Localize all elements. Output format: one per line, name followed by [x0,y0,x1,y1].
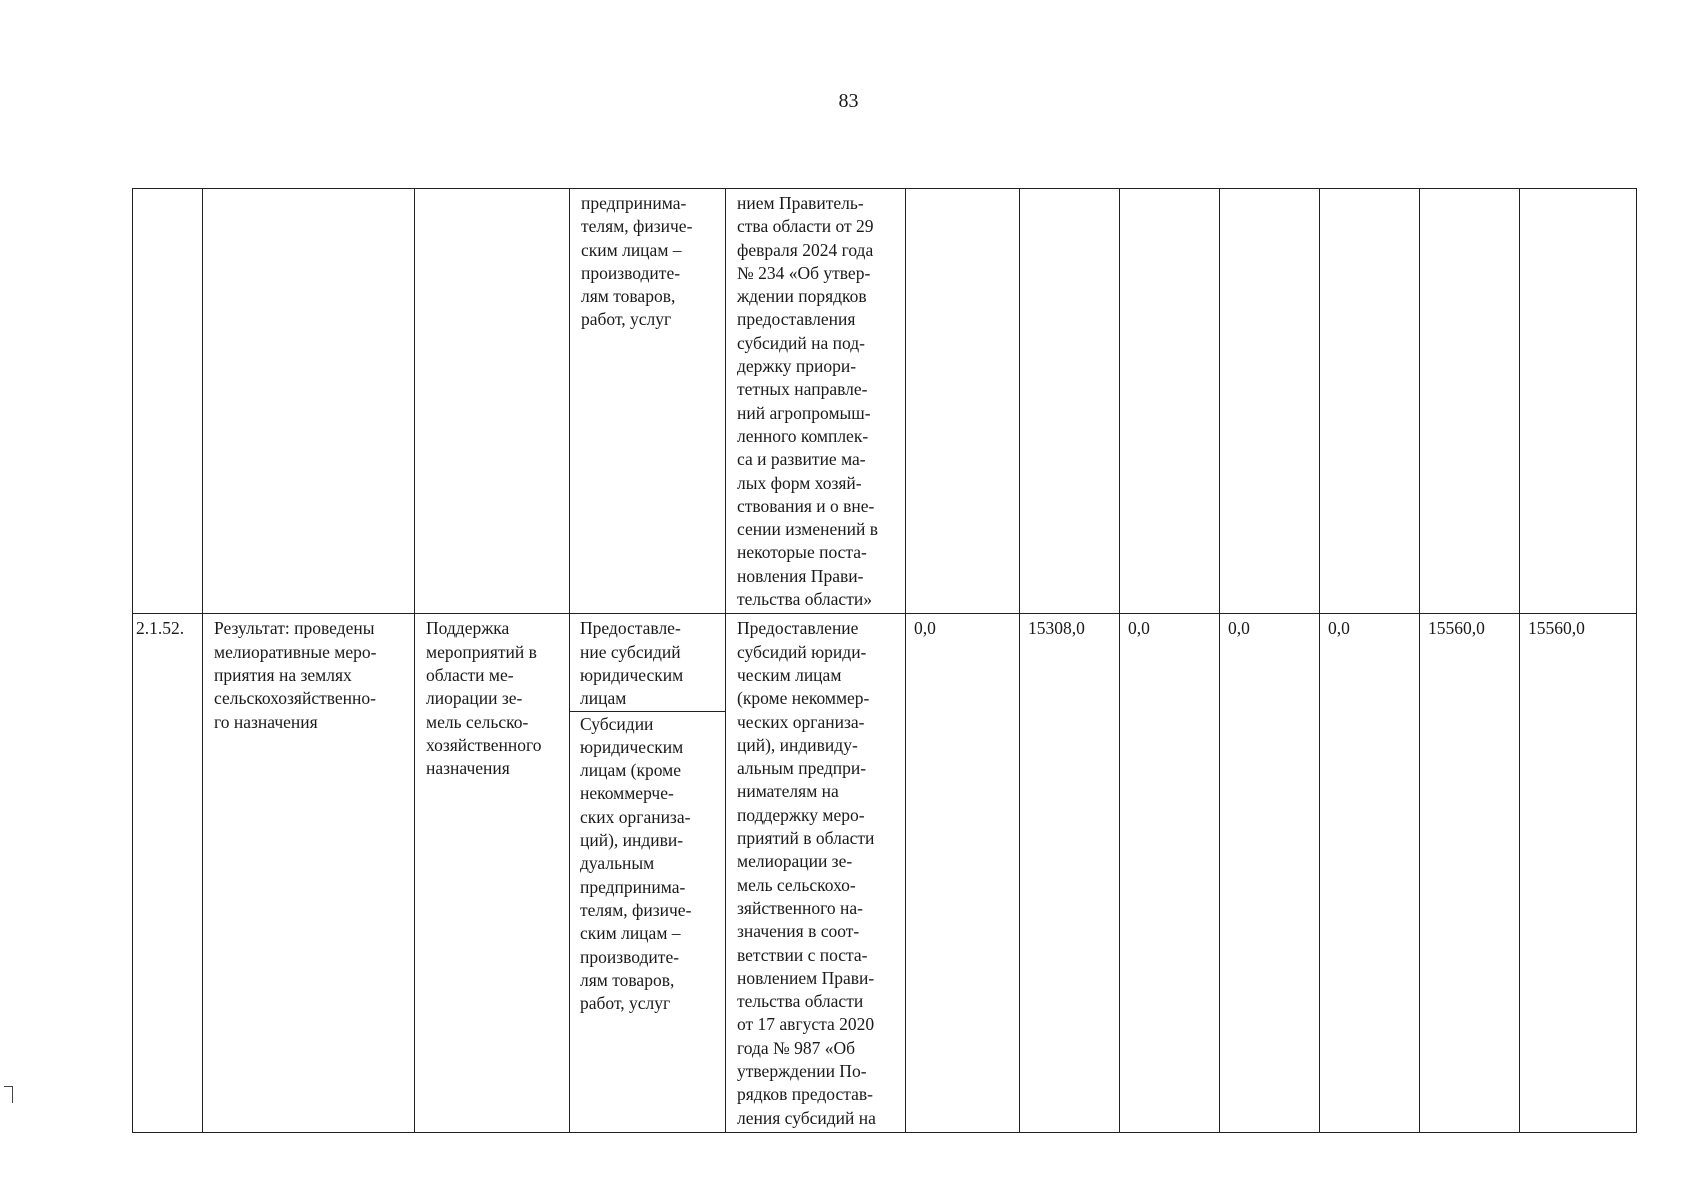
text-line: тетных направле- [737,379,868,400]
text-line: ствования и о вне- [737,495,875,516]
text-line: ций), индивиду- [737,734,858,755]
cell-activity [415,614,570,1133]
text-line: держку приори- [737,356,857,377]
text-line: телям, физиче- [581,216,693,237]
text-line: ние субсидий [580,641,681,662]
text-line: го назначения [214,711,318,732]
text-line: производите- [581,262,681,283]
text-line: предоставления [737,309,856,330]
text-line: лых форм хозяй- [737,472,862,493]
subcell-type [570,614,725,711]
text-line: рядков предостав- [737,1084,873,1105]
text-line: са и развитие ма- [737,449,866,470]
cell-recipients [570,189,726,614]
cell-basis [726,614,906,1133]
cell-value: 15560,0 [1420,614,1520,1133]
cell-value: 15308,0 [1020,614,1120,1133]
cell-result [203,614,415,1133]
table-row-continued [133,189,1637,614]
text-line: субсидий на под- [737,332,865,353]
cell-value: 0,0 [906,614,1020,1133]
text-line: мель сельско- [426,711,529,732]
text-line: от 17 августа 2020 [737,1014,875,1035]
text-line: ским лицам – [581,239,682,260]
text-line: нием Правитель- [737,193,864,213]
text-line: (кроме некоммер- [737,688,870,709]
text-line: юридическим [580,736,684,757]
cell-value-empty [1320,189,1420,614]
text-line: ний агропромыш- [737,402,871,423]
cell-code [133,189,203,614]
cell-value-empty [1020,189,1120,614]
cell-value-empty [1120,189,1220,614]
text-line: ским лицам – [580,923,681,944]
cell-activity [415,189,570,614]
text-line: лям товаров, [581,286,676,307]
text-line: Субсидии [580,713,654,734]
cell-value: 15560,0 [1520,614,1637,1133]
text-line: предпринима- [581,193,687,213]
cell-value: 0,0 [1220,614,1320,1133]
text-line: ций), индиви- [580,830,684,851]
text-line: ждении порядков [737,286,867,307]
text-line: некоммерче- [580,783,674,804]
scan-edge-mark [4,1086,13,1103]
text-line: тельства области [737,991,864,1012]
text-line: юридическим [580,664,684,685]
text-line: мелиоративные меро- [214,641,377,662]
text-line: лицам [580,688,627,709]
text-line: сельскохозяйственно- [214,688,376,709]
text-line: мелиорации зе- [737,851,853,872]
text-line: ветствии с поста- [737,944,868,965]
text-line: Результат: проведены [214,618,375,639]
text-line: мель сельскохо- [737,874,856,895]
text-line: области ме- [426,664,514,685]
text-line: февраля 2024 года [737,239,874,260]
text-line: лиорации зе- [426,688,523,709]
cell-recipients-split [570,614,726,1133]
cell-basis [726,189,906,614]
text-line: № 234 «Об утвер- [737,262,871,283]
text-line: ческим лицам [737,664,842,685]
document-table [132,188,1637,1133]
text-line: новления Прави- [737,565,864,586]
text-line: ства области от 29 [737,216,874,237]
text-line: ских организа- [580,806,691,827]
cell-value: 0,0 [1120,614,1220,1133]
text-line: дуальным [580,853,655,874]
text-line: мероприятий в [426,641,537,662]
text-line: ления субсидий на [737,1107,876,1128]
text-line: назначения [426,758,510,779]
text-line: значения в соот- [737,921,860,942]
text-line: работ, услуг [581,309,672,330]
text-line: Предоставление [737,618,859,639]
text-line: лицам (кроме [580,760,682,781]
table-row-2-1-52 [133,614,1637,1133]
text-line: ческих организа- [737,711,865,732]
text-line: альным предпри- [737,758,867,779]
text-line: приятия на землях [214,664,352,685]
text-line: сении изменений в [737,519,878,540]
text-line: некоторые поста- [737,542,867,563]
text-line: лям товаров, [580,969,675,990]
text-line: ленного комплек- [737,425,869,446]
text-line: хозяйственного [426,734,542,755]
cell-value: 0,0 [1320,614,1420,1133]
text-line: приятий в области [737,828,875,849]
cell-value-empty [1420,189,1520,614]
text-line: зяйственного на- [737,897,863,918]
cell-value-empty [1520,189,1637,614]
cell-value-empty [906,189,1020,614]
text-line: Поддержка [426,618,510,639]
cell-result [203,189,415,614]
cell-code: 2.1.52. [133,614,203,1133]
text-line: года № 987 «Об [737,1037,856,1058]
text-line: нимателям на [737,781,839,802]
cell-value-empty [1220,189,1320,614]
text-line: новлением Прави- [737,967,875,988]
text-line: утверждении По- [737,1060,867,1081]
text-line: субсидий юриди- [737,641,867,662]
text-line: поддержку меро- [737,804,865,825]
subcell-subsidy [570,712,725,1016]
text-line: производите- [580,946,680,967]
text-line: Предоставле- [580,618,681,639]
page-number: 83 [838,90,859,112]
text-line: работ, услуг [580,993,671,1014]
text-line: предпринима- [580,876,686,897]
text-line: телям, физиче- [580,899,692,920]
text-line: тельства области» [737,589,872,610]
